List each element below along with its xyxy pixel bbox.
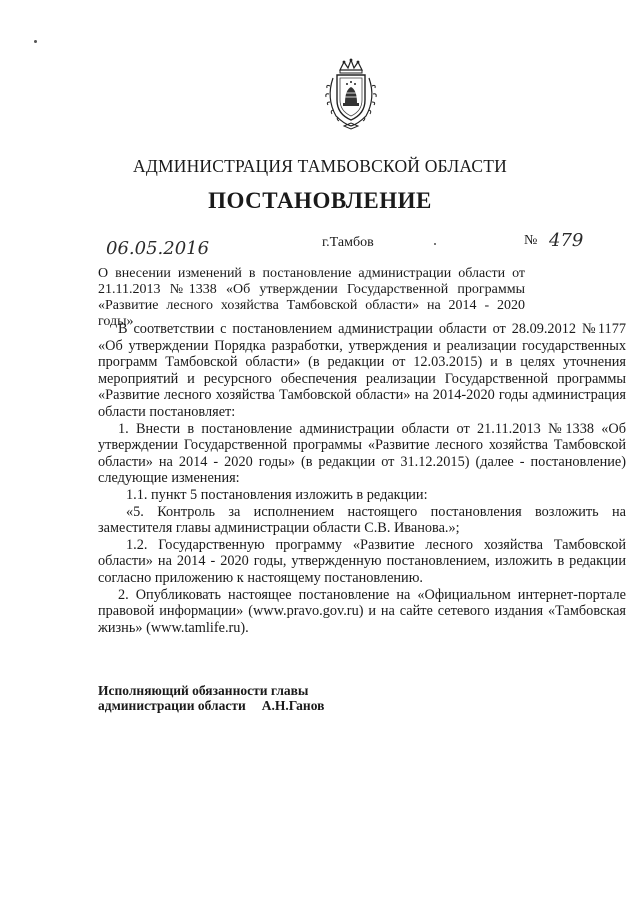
paragraph-item-2: 2. Опубликовать настоящее постановление на «Официальном интернет-портале правовой информации» (www.pravo.gov.ru) и на сайте сетевого издания «Тамбовская жизнь» (www.tamlife.ru).: [98, 586, 626, 636]
paragraph-item-1-2: 1.2. Государственную программу «Развитие лесного хозяйства Тамбовской области» на 2014 - 2020 годы, утвержденную постановлением, изложить в редакции согласно приложению к настоящему постановлению.: [98, 536, 626, 586]
tambov-coat-of-arms-icon: [320, 58, 382, 130]
handwritten-number: 479: [549, 230, 584, 251]
paragraph-quote-5: «5. Контроль за исполнением настоящего постановления возложить на заместителя главы администрации области С.В. Иванова.»;: [98, 503, 626, 537]
signature-block: [98, 683, 324, 713]
city-label: г.Тамбов: [322, 235, 374, 250]
paragraph-preamble: В соответствии с постановлением администрации области от 28.09.2012 №1177 «Об утверждении Порядка разработки, утверждения и реализации государственных программ Тамбовской области» (в редакции от 12.03.2015) и в целях уточнения мероприятий и ресурсного обеспечения реализации Государственной программы «Развитие лесного хозяйства Тамбовской области» на 2014-2020 годы администрация области постановляет:: [98, 321, 626, 420]
signatory-position: Исполняющий обязанности главы: [98, 683, 309, 698]
resolution-body: [98, 321, 626, 636]
scan-speck: [434, 243, 436, 245]
paragraph-item-1: 1. Внести в постановление администрации области от 21.11.2013 №1338 «Об утверждении Государственной программы «Развитие лесного хозяйства Тамбовской области» на 2014 - 2020 годы» (в редакции от 31.12.2015) (далее - постановление) следующие изменения:: [98, 420, 626, 487]
signatory-name: А.Н.Ганов: [261, 698, 325, 713]
scan-speck: [34, 40, 37, 43]
resolution-title: О внесении изменений в постановление администрации области от 21.11.2013 №1338 «Об утверждении Государственной программы «Развитие лесного хозяйства Тамбовской области» на 2014 - 2020 годы»: [98, 266, 525, 329]
number-label: №: [524, 233, 538, 248]
handwritten-date: 06.05.2016: [106, 238, 210, 259]
paragraph-item-1-1: 1.1. пункт 5 постановления изложить в редакции:: [126, 486, 428, 503]
issuing-authority: АДМИНИСТРАЦИЯ ТАМБОВСКОЙ ОБЛАСТИ: [133, 156, 507, 176]
signatory-position-line2: администрации области: [98, 698, 246, 713]
document-type-heading: ПОСТАНОВЛЕНИЕ: [208, 188, 432, 213]
